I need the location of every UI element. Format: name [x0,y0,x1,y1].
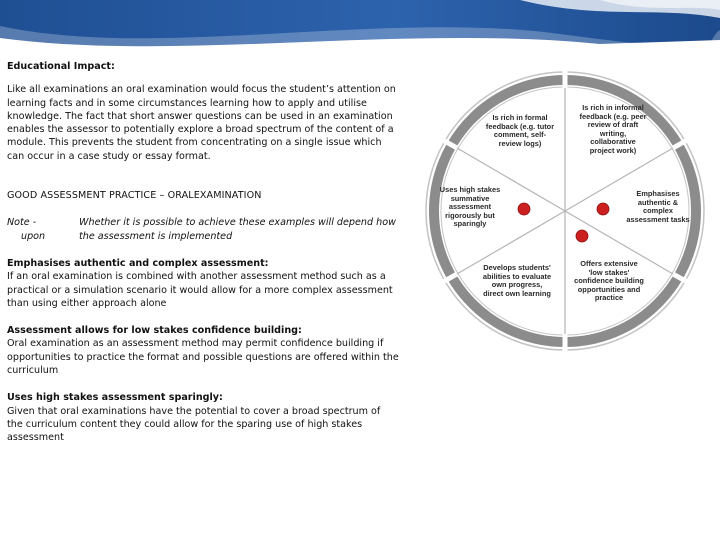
header-banner [0,0,720,50]
segment-formal-feedback: Is rich in formal feedback (e.g. tutor comment, self-review logs) [485,113,555,148]
section-heading: Assessment allows for low stakes confidence building: [7,325,302,337]
section-body: Oral examination as an assessment method may permit confidence building if opportunities to practice the format and possible questions are offered within the curriculum [7,338,399,377]
note-text: Whether it is possible to achieve these examples will depend how the assessment is implemented [79,217,396,242]
note-label-line2: upon [21,230,46,242]
section-authentic [7,257,399,310]
content-column [7,60,399,445]
section-high-stakes [7,391,399,444]
note [7,216,399,243]
section-body: If an oral examination is combined with another assessment method such as a practical or a simulation scenario it would allow for a more complex assessment than using either approach alone [7,271,393,309]
impact-heading: Educational Impact: [7,61,115,72]
section-low-stakes [7,324,399,377]
segment-low-stakes: Offers extensive 'low stakes' confidence building opportunities and practice [574,259,644,303]
assessment-cycle-diagram [411,58,720,366]
highlight-dot [518,203,530,215]
segment-high-stakes: Uses high stakes summative assessment rigorously but sparingly [439,185,501,229]
section-heading: Emphasises authentic and complex assessment: [7,257,269,269]
note-label-line1: Note - [7,217,37,229]
impact-body: Like all examinations an oral examination would focus the student’s attention on learning facts and in some circumstances learning how to apply and utilise knowledge. The fact that short answer questions can be used in an examination enables the assessor to potentially explore a broad spectrum of the content of a module. This prevents the student from concentrating on a single issue which can occur in a case study or essay format. [7,84,396,162]
practice-title: GOOD ASSESSMENT PRACTICE – ORALEXAMINATION [7,190,262,202]
segment-informal-feedback: Is rich in informal feedback (e.g. peer review of draft writing, collaborative project work) [579,103,647,155]
highlight-dot [576,230,588,242]
segment-self-evaluation: Develops students' abilities to evaluate own progress, direct own learning [482,263,552,298]
page-footer-space [0,520,720,540]
banner-wave-graphic [0,0,720,50]
highlight-dot [597,203,609,215]
segment-authentic-assessment: Emphasises authentic & complex assessment tasks [626,189,690,224]
note-label [7,216,79,243]
section-body: Given that oral examinations have the potential to cover a broad spectrum of the curriculum content they could allow for the sparing use of high stakes assessment [7,405,381,444]
section-heading: Uses high stakes assessment sparingly: [7,392,223,404]
